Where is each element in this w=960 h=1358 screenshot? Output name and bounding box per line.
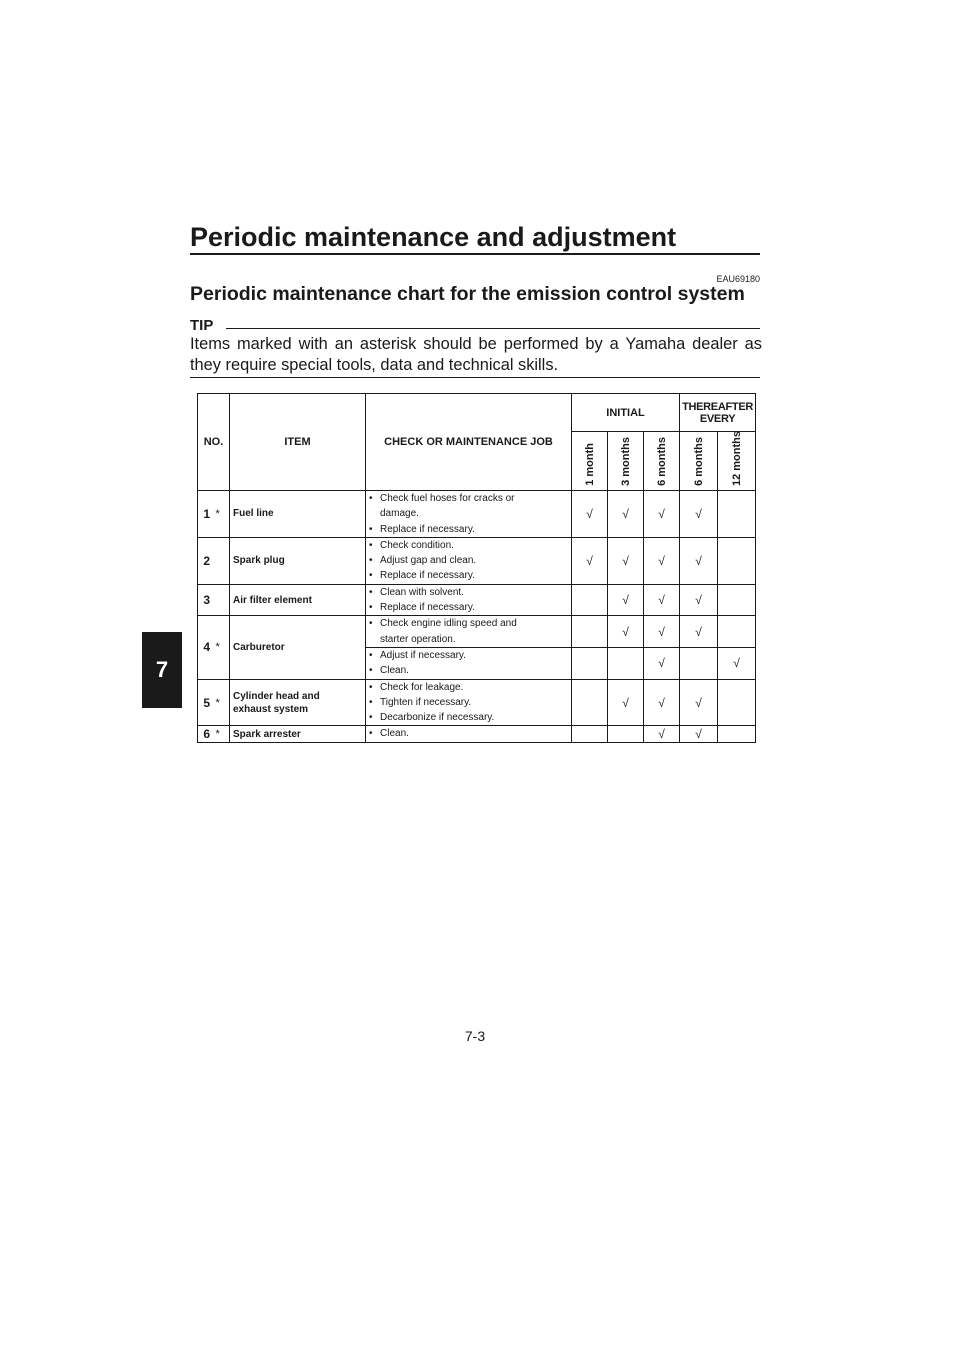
check-mark: √ xyxy=(680,491,718,538)
header-thereafter-line1: THEREAFTER xyxy=(682,400,754,413)
job-text: Check engine idling speed and xyxy=(380,618,517,630)
check-mark: √ xyxy=(644,647,680,679)
check-mark xyxy=(718,616,756,648)
header-interval-1 xyxy=(572,432,608,491)
tip-label: TIP xyxy=(190,317,214,334)
check-mark: √ xyxy=(680,537,718,584)
row-item: Carburetor xyxy=(230,616,366,679)
job-line-continued xyxy=(369,632,571,647)
check-mark: √ xyxy=(608,616,644,648)
check-mark: √ xyxy=(644,584,680,616)
job-line-continued xyxy=(369,506,571,521)
row-job xyxy=(366,616,572,648)
table-row xyxy=(198,616,756,648)
asterisk xyxy=(216,537,230,584)
job-text: damage. xyxy=(380,508,419,520)
tip-text: Items marked with an asterisk should be performed by a Yamaha dealer as they require special tools, data and technical skills. xyxy=(190,335,762,374)
header-interval-label: 6 months xyxy=(692,437,705,486)
job-text: Check for leakage. xyxy=(380,681,464,693)
header-item: ITEM xyxy=(230,394,366,491)
job-text: Tighten if necessary. xyxy=(380,696,472,708)
maintenance-table xyxy=(197,393,756,743)
check-mark: √ xyxy=(644,726,680,742)
check-mark: √ xyxy=(644,616,680,648)
job-line xyxy=(369,522,571,537)
check-mark xyxy=(718,491,756,538)
header-initial: INITIAL xyxy=(572,394,680,432)
row-number: 3 xyxy=(198,584,216,616)
row-job xyxy=(366,491,572,538)
bullet: • xyxy=(369,602,373,614)
job-line xyxy=(369,616,571,631)
check-mark: √ xyxy=(680,616,718,648)
row-item-line2: exhaust system xyxy=(233,703,309,715)
check-mark: √ xyxy=(608,584,644,616)
job-line xyxy=(369,553,571,568)
row-item: Fuel line xyxy=(230,491,366,538)
check-mark: √ xyxy=(608,679,644,726)
bullet: • xyxy=(369,681,373,693)
row-number: 6 xyxy=(198,726,216,742)
bullet: • xyxy=(369,712,373,724)
bullet: • xyxy=(369,618,373,630)
header-interval-3 xyxy=(644,432,680,491)
chapter-tab: 7 xyxy=(142,632,182,708)
title-rule xyxy=(190,253,760,255)
check-mark xyxy=(572,647,608,679)
check-mark: √ xyxy=(644,537,680,584)
row-item xyxy=(230,679,366,726)
bullet: • xyxy=(369,493,373,504)
check-mark: √ xyxy=(680,679,718,726)
job-text: Replace if necessary. xyxy=(380,570,475,582)
header-job: CHECK OR MAINTENANCE JOB xyxy=(366,394,572,491)
asterisk: * xyxy=(216,491,230,538)
row-number: 5 xyxy=(198,679,216,726)
row-job xyxy=(366,679,572,726)
check-mark: √ xyxy=(572,491,608,538)
bullet: • xyxy=(369,523,373,535)
check-mark xyxy=(718,537,756,584)
table-row xyxy=(198,491,756,538)
job-line xyxy=(369,538,571,553)
check-mark: √ xyxy=(608,537,644,584)
section-title: Periodic maintenance chart for the emission control system xyxy=(190,283,745,305)
row-job xyxy=(366,584,572,616)
check-mark: √ xyxy=(718,647,756,679)
row-item-line1: Cylinder head and xyxy=(233,690,320,702)
header-interval-label: 1 month xyxy=(583,443,596,486)
check-mark xyxy=(718,584,756,616)
row-number: 1 xyxy=(198,491,216,538)
bullet: • xyxy=(369,728,373,740)
check-mark: √ xyxy=(680,584,718,616)
table-row xyxy=(198,679,756,726)
job-line xyxy=(369,585,571,600)
header-interval-label: 3 months xyxy=(619,437,632,486)
check-mark xyxy=(572,584,608,616)
tip-rule-top xyxy=(226,328,760,329)
row-item: Air filter element xyxy=(230,584,366,616)
job-line xyxy=(369,648,571,663)
asterisk: * xyxy=(216,616,230,679)
row-item: Spark plug xyxy=(230,537,366,584)
check-mark xyxy=(572,726,608,742)
job-text: Adjust if necessary. xyxy=(380,649,466,661)
job-line xyxy=(369,710,571,725)
job-line xyxy=(369,680,571,695)
table-row xyxy=(198,726,756,742)
check-mark: √ xyxy=(644,679,680,726)
job-text: Clean. xyxy=(380,665,409,677)
tip-rule-bottom xyxy=(190,377,760,378)
check-mark: √ xyxy=(680,726,718,742)
row-item: Spark arrester xyxy=(230,726,366,742)
job-line xyxy=(369,600,571,615)
check-mark xyxy=(572,679,608,726)
header-interval-label: 6 months xyxy=(655,437,668,486)
job-line xyxy=(369,568,571,583)
job-text: Clean with solvent. xyxy=(380,586,464,598)
row-job xyxy=(366,647,572,679)
bullet: • xyxy=(369,696,373,708)
check-mark xyxy=(608,647,644,679)
asterisk xyxy=(216,584,230,616)
job-line xyxy=(369,726,571,741)
job-text: Replace if necessary. xyxy=(380,602,475,614)
row-number: 2 xyxy=(198,537,216,584)
job-text: Check condition. xyxy=(380,539,454,551)
check-mark xyxy=(608,726,644,742)
page-number: 7-3 xyxy=(464,1028,486,1044)
row-number: 4 xyxy=(198,616,216,679)
job-line xyxy=(369,491,571,506)
check-mark xyxy=(718,726,756,742)
check-mark: √ xyxy=(644,491,680,538)
job-text: Adjust gap and clean. xyxy=(380,555,477,567)
check-mark: √ xyxy=(572,537,608,584)
table-row xyxy=(198,537,756,584)
header-interval-2 xyxy=(608,432,644,491)
bullet: • xyxy=(369,586,373,598)
header-thereafter xyxy=(680,394,756,432)
check-mark xyxy=(680,647,718,679)
job-line xyxy=(369,695,571,710)
table-row xyxy=(198,584,756,616)
job-text: Clean. xyxy=(380,728,409,740)
header-no: NO. xyxy=(198,394,230,491)
job-text: starter operation. xyxy=(380,633,456,645)
header-interval-label: 12 months xyxy=(730,430,743,486)
asterisk: * xyxy=(216,679,230,726)
header-interval-5 xyxy=(718,432,756,491)
bullet: • xyxy=(369,555,373,567)
doc-code: EAU69180 xyxy=(716,274,760,284)
job-text: Decarbonize if necessary. xyxy=(380,712,495,724)
header-row-1 xyxy=(198,394,756,432)
check-mark xyxy=(572,616,608,648)
check-mark xyxy=(718,679,756,726)
asterisk: * xyxy=(216,726,230,742)
job-text: Check fuel hoses for cracks or xyxy=(380,493,515,504)
job-line xyxy=(369,663,571,678)
header-thereafter-line2: EVERY xyxy=(699,412,736,425)
row-job xyxy=(366,537,572,584)
row-job xyxy=(366,726,572,742)
bullet: • xyxy=(369,665,373,677)
bullet: • xyxy=(369,649,373,661)
bullet: • xyxy=(369,570,373,582)
bullet: • xyxy=(369,539,373,551)
job-text: Replace if necessary. xyxy=(380,523,475,535)
header-interval-4 xyxy=(680,432,718,491)
page-title: Periodic maintenance and adjustment xyxy=(190,222,677,252)
check-mark: √ xyxy=(608,491,644,538)
